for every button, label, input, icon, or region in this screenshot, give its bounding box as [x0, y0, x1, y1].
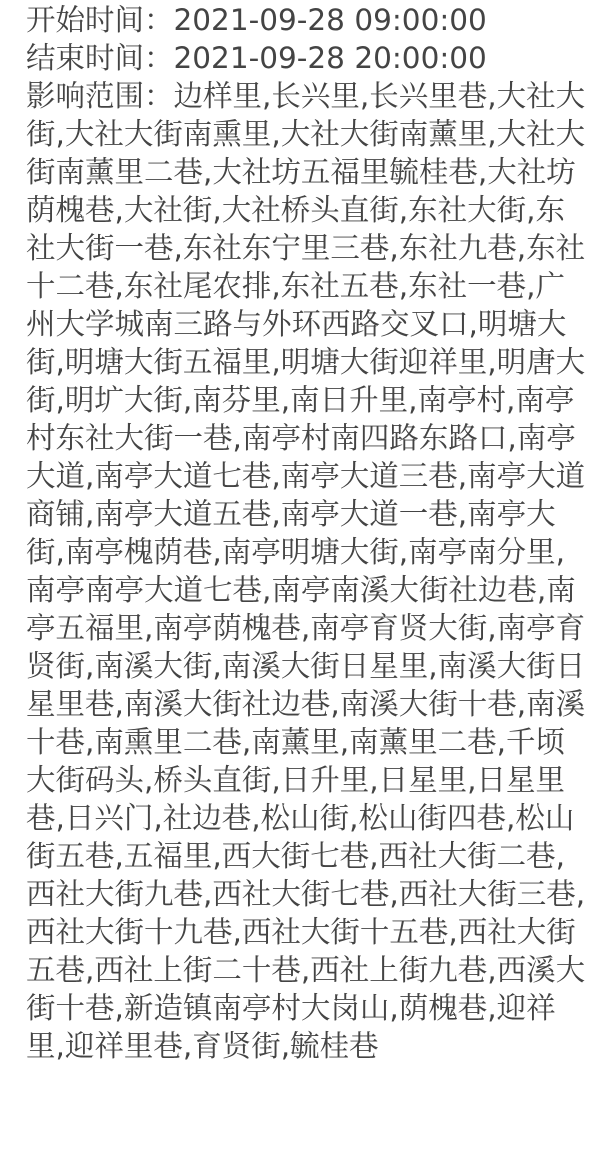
affected-area-label: 影响范围： — [26, 79, 174, 113]
outage-notice — [26, 1, 594, 1065]
affected-area — [26, 77, 594, 1065]
affected-area-list: 边样里,长兴里,长兴里巷,大社大街,大社大街南熏里,大社大街南薰里,大社大街南薰里二巷,大社坊五福里毓桂巷,大社坊荫槐巷,大社街,大社桥头直街,东社大街,东社大街一巷,东社东宁里三巷,东社九巷,东社十二巷,东社尾农排,东社五巷,东社一巷,广州大学城南三路与外环西路交叉口,明塘大街,明塘大街五福里,明塘大街迎祥里,明唐大街,明圹大街,南芬里,南日升里,南亭村,南亭村东社大街一巷,南亭村南四路东路口,南亭大道,南亭大道七巷,南亭大道三巷,南亭大道商铺,南亭大道五巷,南亭大道一巷,南亭大街,南亭槐荫巷,南亭明塘大街,南亭南分里,南亭南亭大道七巷,南亭南溪大街社边巷,南亭五福里,南亭荫槐巷,南亭育贤大街,南亭育贤街,南溪大街,南溪大街日星里,南溪大街日星里巷,南溪大街社边巷,南溪大街十巷,南溪十巷,南熏里二巷,南薰里,南薰里二巷,千顷大街码头,桥头直街,日升里,日星里,日星里巷,日兴门,社边巷,松山街,松山街四巷,松山街五巷,五福里,西大街七巷,西社大街二巷,西社大街九巷,西社大街七巷,西社大街三巷,西社大街十九巷,西社大街十五巷,西社大街五巷,西社上街二十巷,西社上街九巷,西溪大街十巷,新造镇南亭村大岗山,荫槐巷,迎祥里,迎祥里巷,育贤街,毓桂巷 — [26, 79, 586, 1063]
start-time-row — [26, 1, 594, 39]
end-time-label: 结束时间： — [26, 41, 174, 75]
end-time-row — [26, 39, 594, 77]
start-time-label: 开始时间： — [26, 3, 174, 37]
end-time-value: 2021-09-28 20:00:00 — [173, 41, 487, 75]
start-time-value: 2021-09-28 09:00:00 — [173, 3, 487, 37]
